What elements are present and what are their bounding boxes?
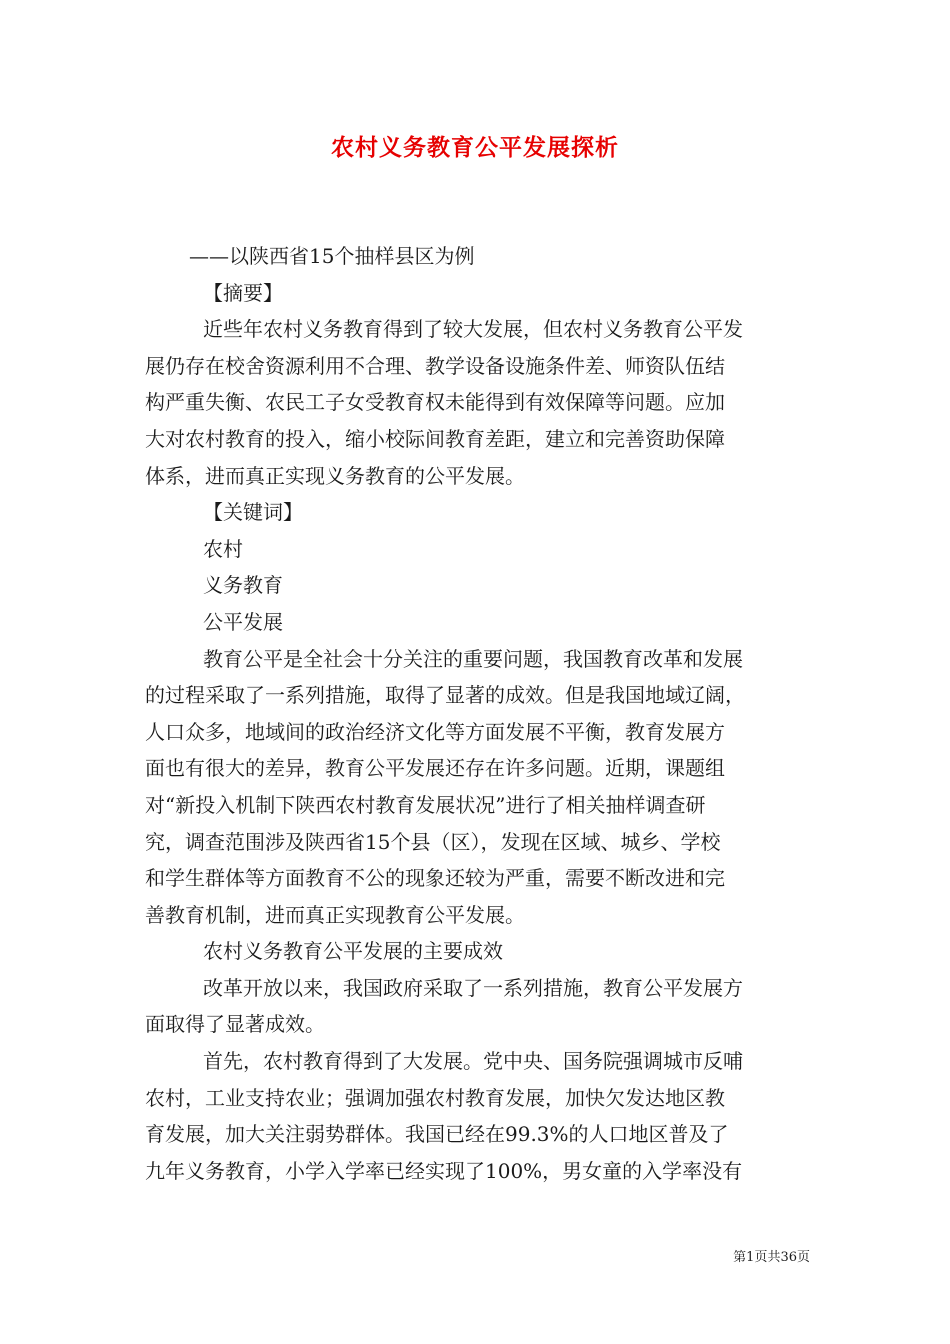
text-line: 农村，工业支持农业；强调加强农村教育发展，加快欠发达地区教 [145,1085,725,1110]
page-number-footer: 第1页共36页 [733,1250,810,1265]
text-line: 体系，进而真正实现义务教育的公平发展。 [145,463,525,488]
text-line: 改革开放以来，我国政府采取了一系列措施，教育公平发展方 [203,975,743,1000]
text-line: 教育公平是全社会十分关注的重要问题，我国教育改革和发展 [203,646,743,671]
text-line: 究，调查范围涉及陕西省15个县（区），发现在区域、城乡、学校 [145,829,721,854]
text-line: 面也有很大的差异，教育公平发展还存在许多问题。近期，课题组 [145,756,725,781]
text-line: 育发展，加大关注弱势群体。我国已经在99.3%的人口地区普及了 [145,1122,729,1147]
text-line: 义务教育 [203,573,283,598]
text-line: 九年义务教育，小学入学率已经实现了100%，男女童的入学率没有 [145,1158,743,1183]
text-line: 【摘要】 [203,280,283,305]
text-line: 农村 [203,536,243,561]
text-line: 人口众多，地域间的政治经济文化等方面发展不平衡，教育发展方 [145,719,725,744]
text-line: 大对农村教育的投入，缩小校际间教育差距，建立和完善资助保障 [145,426,725,451]
text-line: 【关键词】 [203,500,303,525]
text-line: 面取得了显著成效。 [145,1012,325,1037]
text-line: 善教育机制，进而真正实现教育公平发展。 [145,902,525,927]
text-line: ——以陕西省15个抽样县区为例 [189,244,475,268]
text-line: 近些年农村义务教育得到了较大发展，但农村义务教育公平发 [203,317,743,342]
text-line: 构严重失衡、农民工子女受教育权未能得到有效保障等问题。应加 [145,390,725,415]
text-line: 首先，农村教育得到了大发展。党中央、国务院强调城市反哺 [203,1049,743,1074]
text-line: 展仍存在校舍资源利用不合理、教学设备设施条件差、师资队伍结 [145,353,725,378]
text-line: 对“新投入机制下陕西农村教育发展状况”进行了相关抽样调查研 [145,792,706,817]
text-line: 公平发展 [203,609,283,634]
document-title: 农村义务教育公平发展探析 [331,134,619,161]
text-line: 农村义务教育公平发展的主要成效 [203,939,503,964]
text-line: 和学生群体等方面教育不公的现象还较为严重，需要不断改进和完 [145,866,725,891]
text-line: 的过程采取了一系列措施，取得了显著的成效。但是我国地域辽阔， [145,683,745,708]
document-body [145,238,810,1189]
